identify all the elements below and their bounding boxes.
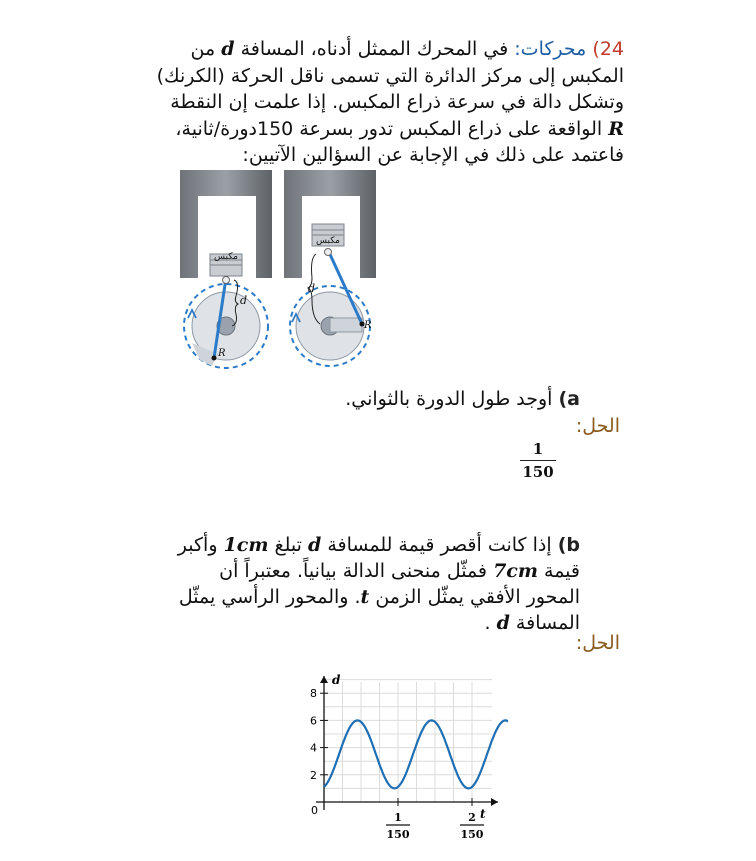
var-R: R <box>608 117 624 140</box>
d-label-left: d <box>240 294 248 307</box>
question-text-2: من المكبس إلى مركز الدائرة التي تسمى ناقل الحركة (الكرنك) وتشكل دالة في سرعة ذراع المكبس. إذا علمت إن النقطة <box>156 38 624 113</box>
engine-figure <box>178 168 378 373</box>
x-axis-label: t <box>480 807 486 821</box>
part-b-label: b) <box>557 534 580 556</box>
part-b-text-5: . والمحور الرأسي يمثّل المسافة <box>178 586 580 634</box>
part-b <box>160 532 580 636</box>
y-tick-label: 2 <box>310 768 317 782</box>
y-tick-label: 6 <box>310 714 317 728</box>
question-text-1: في المحرك الممثل أدناه، المسافة <box>234 38 515 60</box>
x-tick-denominator: 150 <box>386 828 410 841</box>
answer-a-numerator: 1 <box>532 440 544 458</box>
max-value: 7cm <box>493 560 538 582</box>
y-axis-label: d <box>332 673 341 687</box>
question-text-3: الواقعة على ذراع المكبس تدور بسرعة 150دورة/ثانية، فاعتمد على ذلك في الإجابة عن السؤالين الآتيين: <box>175 117 624 166</box>
var-d2-b: d <box>496 612 510 634</box>
chart-grid <box>324 680 492 802</box>
x-tick-denominator: 150 <box>460 828 484 841</box>
var-d: d <box>221 38 235 60</box>
solution-label-b: الحل: <box>575 632 620 654</box>
x-axis-arrow <box>491 798 498 806</box>
part-a-label: a) <box>558 388 580 410</box>
x-tick-numerator: 1 <box>394 811 402 824</box>
question-24 <box>154 36 624 169</box>
part-b-text-3: وأكبر قيمة <box>177 534 580 582</box>
chart-axes <box>311 673 498 821</box>
d-label-right: d <box>308 282 316 295</box>
origin-label: 0 <box>311 804 318 817</box>
answer-a-fraction <box>520 440 556 481</box>
part-b-text-2: تبلغ <box>268 534 308 556</box>
min-value: 1cm <box>223 534 269 556</box>
question-topic: محركات: <box>514 38 587 60</box>
part-a <box>345 388 580 410</box>
R-label-right: R <box>364 320 372 331</box>
y-tick-label: 4 <box>310 741 317 755</box>
var-t: t <box>360 586 370 608</box>
part-b-text-1: إذا كانت أقصر قيمة للمسافة <box>321 534 552 556</box>
solution-label-a: الحل: <box>575 415 620 437</box>
y-tick-label: 8 <box>310 687 317 701</box>
piston-label-left: مكبس <box>214 252 238 262</box>
question-number: 24) <box>592 38 624 60</box>
answer-a-denominator: 150 <box>522 463 554 481</box>
part-b-text-4: فمثّل منحنى الدالة بيانياً. معتبراً أن المحور الأفقي يمثّل الزمن <box>219 560 580 608</box>
part-a-text: أوجد طول الدورة بالثواني. <box>345 388 553 410</box>
part-b-text-6: . <box>484 612 497 634</box>
x-tick-numerator: 2 <box>468 811 476 824</box>
piston-label-right: مكبس <box>316 236 340 246</box>
distance-time-graph <box>294 668 508 848</box>
var-d-b: d <box>307 534 322 556</box>
R-label-left: R <box>218 348 226 359</box>
